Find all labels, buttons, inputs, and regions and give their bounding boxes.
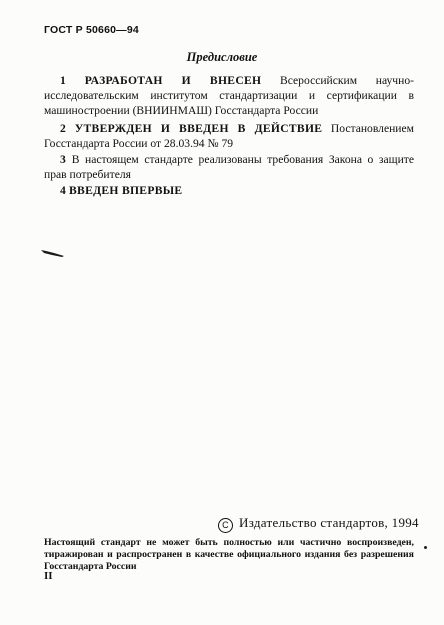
paragraph-4	[44, 183, 414, 198]
ink-smudge-mark	[40, 248, 66, 258]
ink-dot	[424, 546, 427, 549]
paragraph-2	[44, 121, 414, 151]
paragraph-1-heading: РАЗРАБОТАН И ВНЕСЕН	[84, 74, 262, 87]
page-number: II	[44, 570, 53, 582]
paragraph-3-text: В настоящем стандарте реализованы требования Закона о защите прав потребителя	[44, 153, 415, 181]
copyright-line	[218, 515, 419, 533]
paragraph-1-text: Всероссийским научно-исследовательским институтом стандартизации и сертификации в машиностроении (ВНИИНМАШ) Госстандарта России	[44, 74, 414, 117]
copyright-icon: С	[218, 518, 233, 533]
copyright-text: Издательство стандартов, 1994	[239, 515, 419, 530]
standard-code: ГОСТ Р 50660—94	[44, 24, 139, 36]
paragraph-3	[44, 152, 414, 182]
paragraph-3-number: 3	[60, 153, 67, 166]
paragraph-2-text: Постановлением Госстандарта России от 28.03.94 № 79	[44, 122, 414, 150]
paragraph-2-heading: УТВЕРЖДЕН И ВВЕДЕН В ДЕЙСТВИЕ	[74, 122, 323, 135]
reproduction-notice: Настоящий стандарт не может быть полностью или частично воспроизведен, тиражирован и распространен в качестве официального издания без разрешения Госстандарта России	[44, 537, 414, 572]
paragraph-4-number: 4	[60, 184, 67, 197]
paragraph-2-number: 2	[60, 122, 67, 135]
paragraph-1-number: 1	[60, 74, 67, 87]
paragraph-4-heading: ВВЕДЕН ВПЕРВЫЕ	[69, 184, 183, 197]
section-title: Предисловие	[186, 50, 258, 64]
paragraph-1	[44, 73, 414, 118]
